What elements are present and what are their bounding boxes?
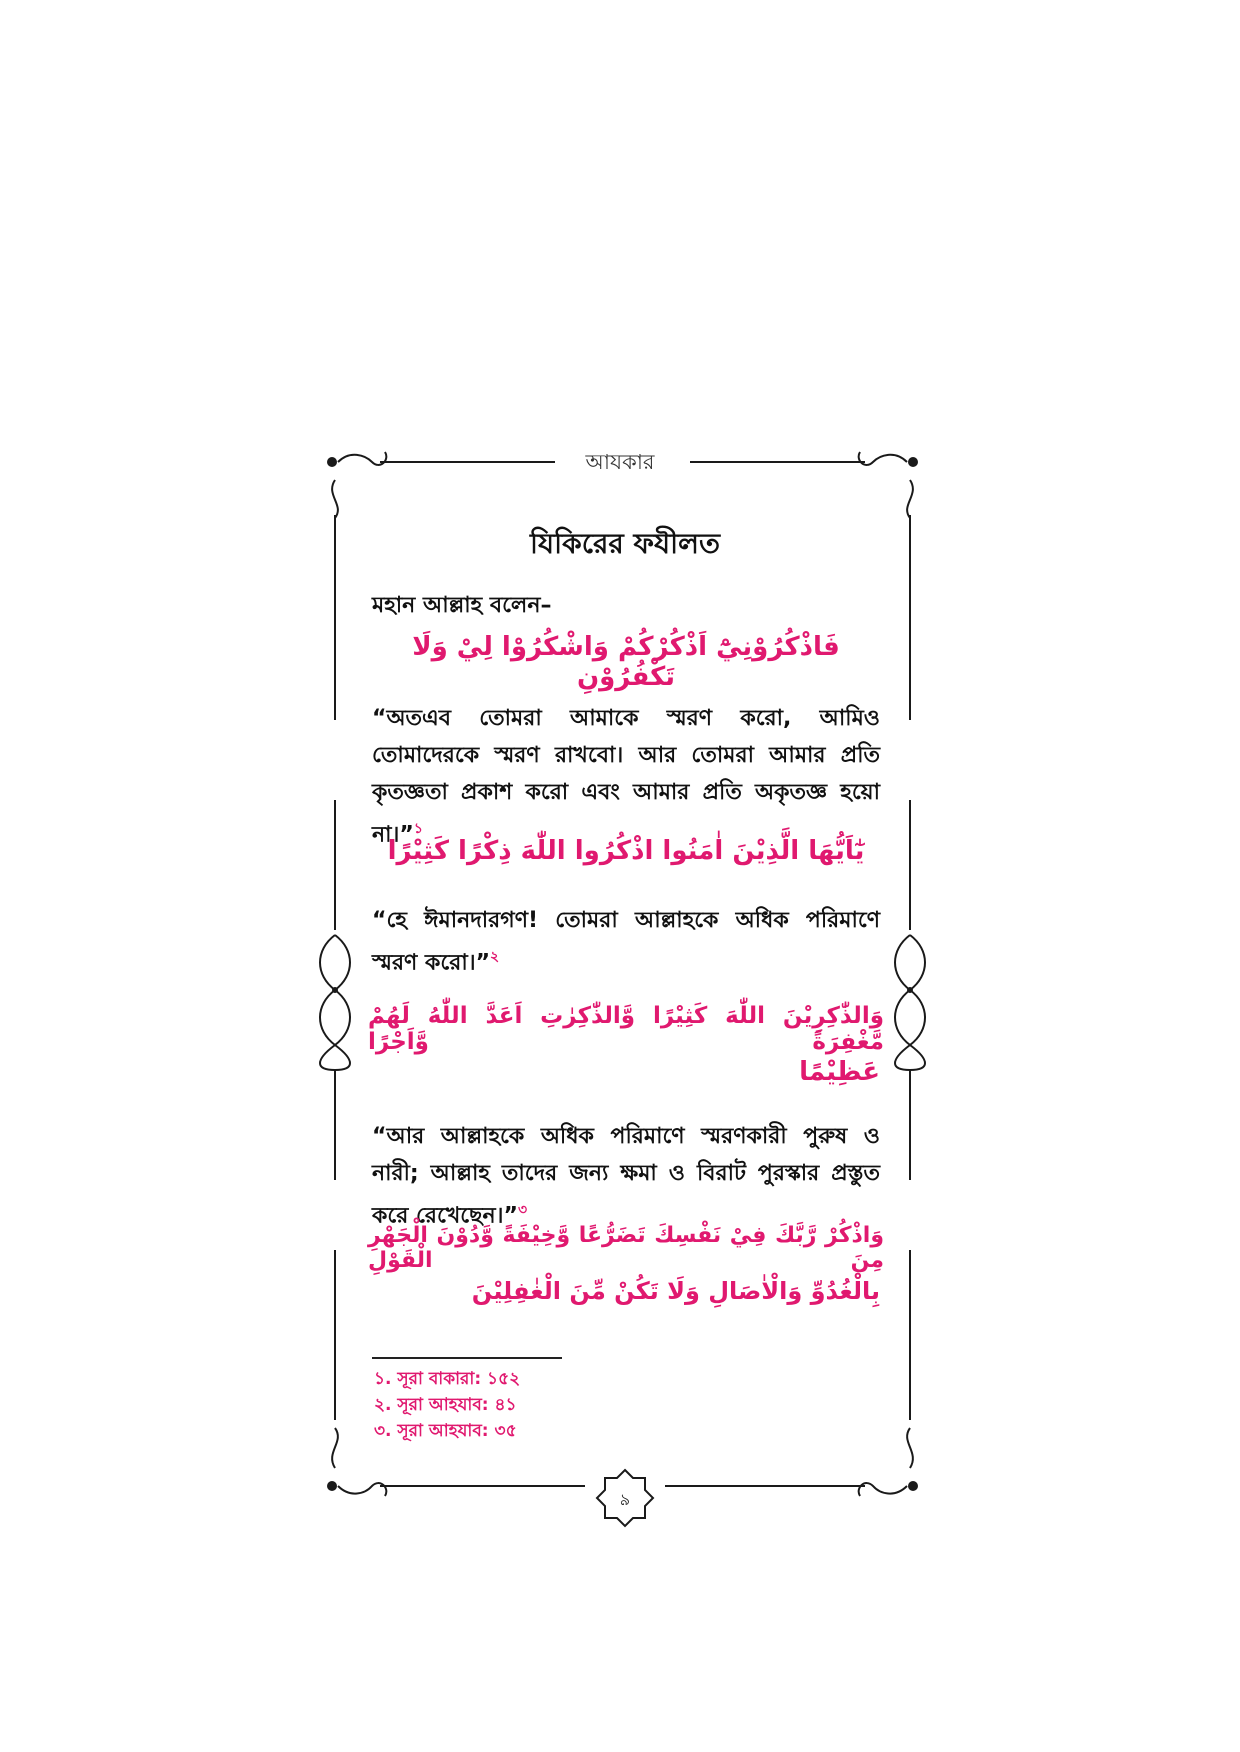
- footnote-ref-1: ১: [413, 821, 423, 837]
- footnote-ref-3: ৩: [517, 1202, 528, 1218]
- verse4-arabic-line1: وَاذْكُرْ رَّبَّكَ فِيْ نَفْسِكَ تَضَرُّعًا وَّخِيْفَةً وَّدُوْنَ الْجَهْرِ مِنَ الْقَوْلِ: [368, 1223, 884, 1273]
- page-number: ৯: [619, 1490, 631, 1509]
- running-head: আযকার: [585, 450, 655, 474]
- page-title: যিকিরের ফযীলত: [529, 527, 721, 560]
- footnote-ref-2: ২: [490, 949, 500, 965]
- verse4-arabic-line2: بِالْغُدُوِّ وَالْاٰصَالِ وَلَا تَكُنْ مِّنَ الْغٰفِلِيْنَ: [471, 1277, 880, 1305]
- verse1-translation: [372, 700, 880, 853]
- footnote-2: ২. সূরা আহযাব: ৪১: [374, 1395, 517, 1415]
- verse1-arabic: فَاذْكُرُوْنِيْٓ اَذْكُرْكُمْ وَاشْكُرُوْا لِيْ وَلَا تَكْفُرُوْنِ: [412, 632, 840, 692]
- verse2-translation-text: “হে ঈমানদারগণ! তোমরা আল্লাহকে অধিক পরিমাণে স্মরণ করো।”: [372, 908, 880, 976]
- verse3-arabic-line1: وَالذّٰكِرِيْنَ اللّٰهَ كَثِيْرًا وَّالذّٰكِرٰتِ اَعَدَّ اللّٰهُ لَهُمْ مَّغْفِرَةً وَّاَجْرًا: [368, 1003, 884, 1055]
- verse3-translation: [372, 1118, 880, 1234]
- verse3-arabic-line2: عَظِيْمًا: [799, 1057, 880, 1087]
- verse1-translation-text: “অতএব তোমরা আমাকে স্মরণ করো, আমিও তোমাদেরকে স্মরণ রাখবো। আর তোমরা আমার প্রতি কৃতজ্ঞতা প্রকাশ করো এবং আমার প্রতি অকৃতজ্ঞ হয়ো না।”: [372, 706, 880, 848]
- verse2-arabic: يٰٓاَيُّهَا الَّذِيْنَ اٰمَنُوا اذْكُرُوا اللّٰهَ ذِكْرًا كَثِيْرًا: [387, 836, 865, 866]
- intro-text: মহান আল্লাহ বলেন–: [372, 593, 552, 618]
- verse2-translation: [372, 902, 880, 981]
- footnote-divider: [372, 1357, 562, 1359]
- footnote-1: ১. সূরা বাকারা: ১৫২: [374, 1369, 521, 1389]
- verse3-translation-text: “আর আল্লাহকে অধিক পরিমাণে স্মরণকারী পুরুষ ও নারী; আল্লাহ তাদের জন্য ক্ষমা ও বিরাট পুরস্কার প্রস্তুত করে রেখেছেন।”: [372, 1124, 880, 1229]
- footnote-3: ৩. সূরা আহযাব: ৩৫: [374, 1421, 517, 1441]
